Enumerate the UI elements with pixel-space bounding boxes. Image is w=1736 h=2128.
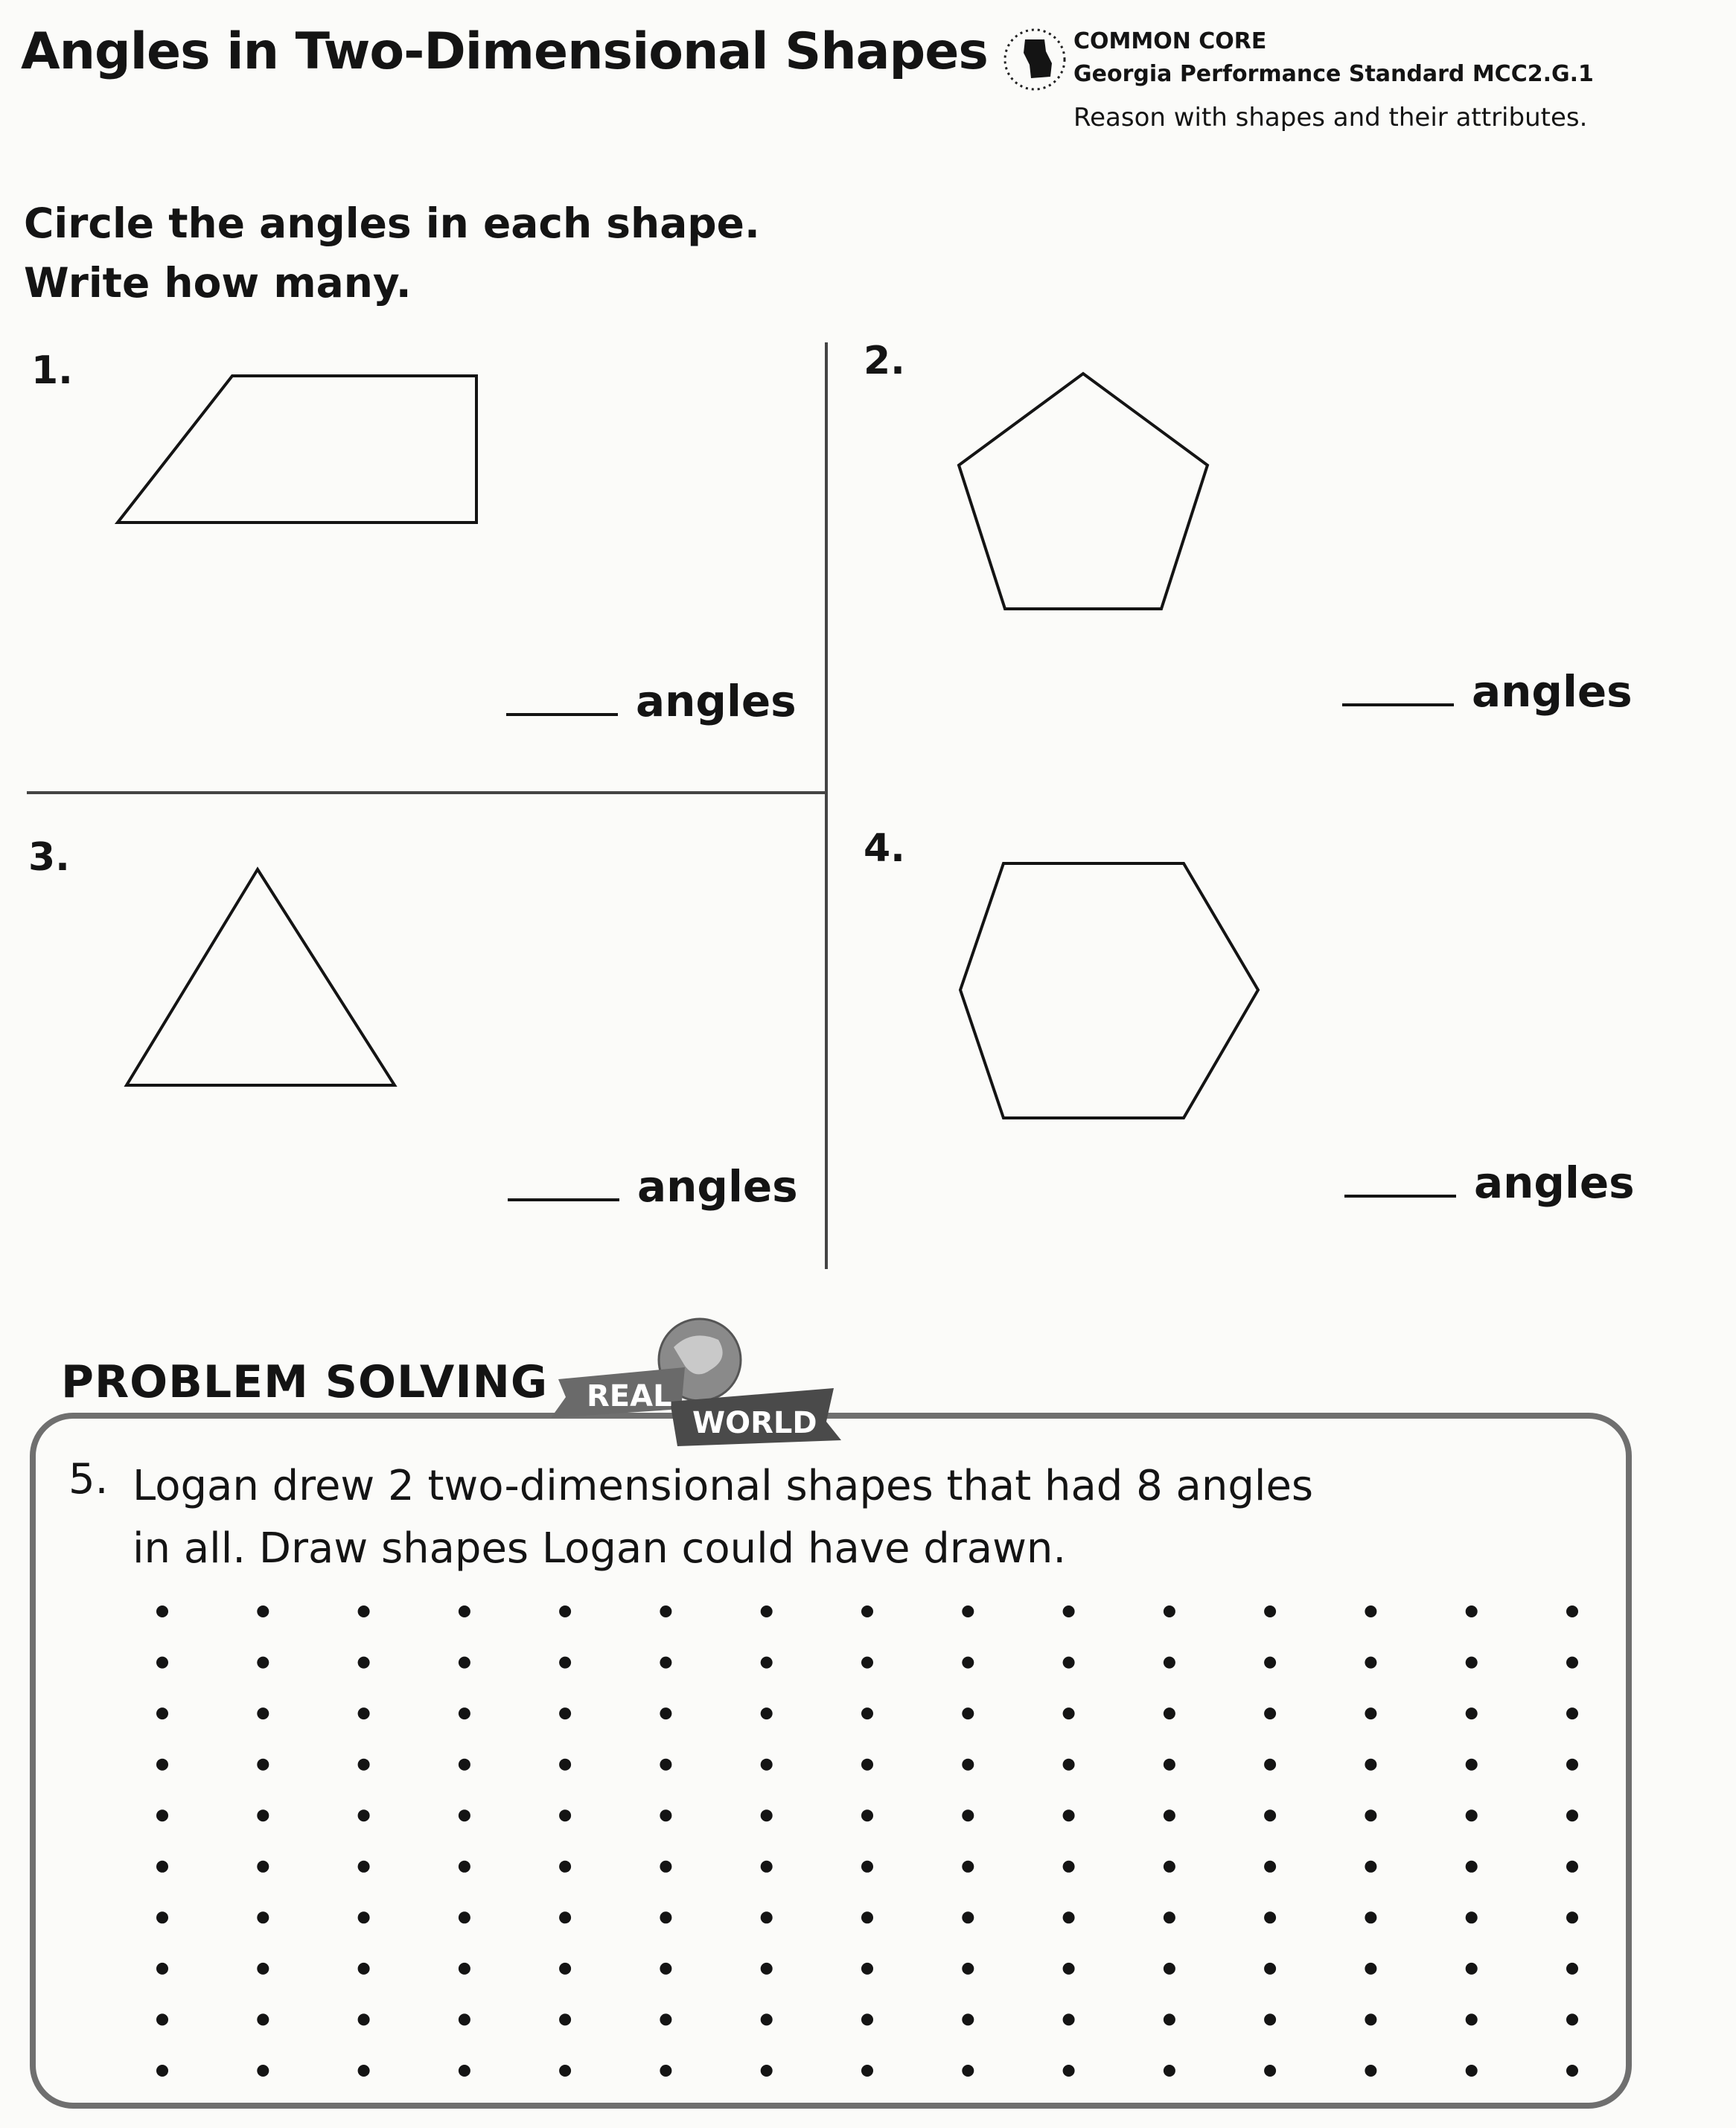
grid-dot[interactable] <box>1466 1809 1478 1821</box>
problem-solving-title: PROBLEM SOLVING <box>61 1356 549 1408</box>
problem-1-number: 1. <box>31 348 73 393</box>
grid-dot[interactable] <box>156 2013 168 2025</box>
grid-dot[interactable] <box>1566 1707 1578 1719</box>
standard-code: Georgia Performance Standard MCC2.G.1 <box>1073 61 1594 87</box>
grid-dot[interactable] <box>156 1911 168 1923</box>
grid-dot[interactable] <box>1365 1605 1376 1617</box>
grid-dot[interactable] <box>660 1657 671 1669</box>
page-title: Angles in Two-Dimensional Shapes <box>21 22 988 81</box>
grid-dot[interactable] <box>1264 2013 1276 2025</box>
grid-dot[interactable] <box>156 2065 168 2077</box>
grid-dot[interactable] <box>660 1809 671 1821</box>
grid-dot[interactable] <box>1063 2013 1075 2025</box>
grid-dot[interactable] <box>1466 1963 1478 1975</box>
grid-dot[interactable] <box>358 1657 370 1669</box>
grid-dot[interactable] <box>459 1657 470 1669</box>
grid-dot[interactable] <box>1566 1861 1578 1873</box>
grid-dot[interactable] <box>358 1759 370 1771</box>
grid-dot[interactable] <box>257 2013 269 2025</box>
grid-dot[interactable] <box>257 1911 269 1923</box>
grid-dot[interactable] <box>257 2065 269 2077</box>
grid-dot[interactable] <box>1466 1759 1478 1771</box>
grid-dot[interactable] <box>1164 2013 1175 2025</box>
grid-dot[interactable] <box>861 1707 873 1719</box>
grid-dot[interactable] <box>559 1911 571 1923</box>
grid-dot[interactable] <box>761 1809 773 1821</box>
grid-dot[interactable] <box>358 1861 370 1873</box>
grid-dot[interactable] <box>559 2013 571 2025</box>
grid-dot[interactable] <box>358 1963 370 1975</box>
problem-2-answer-label: angles <box>1472 666 1633 717</box>
grid-dot[interactable] <box>1164 1963 1175 1975</box>
grid-dot[interactable] <box>1466 2013 1478 2025</box>
grid-dot[interactable] <box>660 1707 671 1719</box>
grid-dot[interactable] <box>559 1707 571 1719</box>
grid-dot[interactable] <box>1264 1963 1276 1975</box>
common-core-label: COMMON CORE <box>1073 28 1267 54</box>
grid-dot[interactable] <box>761 1861 773 1873</box>
grid-dot[interactable] <box>861 1809 873 1821</box>
grid-dot[interactable] <box>358 1809 370 1821</box>
grid-dot[interactable] <box>761 1963 773 1975</box>
grid-dot[interactable] <box>257 1605 269 1617</box>
grid-dot[interactable] <box>660 1759 671 1771</box>
grid-dot[interactable] <box>156 1707 168 1719</box>
grid-dot[interactable] <box>358 2013 370 2025</box>
grid-dot[interactable] <box>1466 1605 1478 1617</box>
grid-dot[interactable] <box>1264 1911 1276 1923</box>
grid-dot[interactable] <box>257 1963 269 1975</box>
problem-3-number: 3. <box>28 835 70 880</box>
grid-dot[interactable] <box>962 1861 974 1873</box>
grid-dot[interactable] <box>962 2065 974 2077</box>
grid-dot[interactable] <box>459 1809 470 1821</box>
grid-dot[interactable] <box>962 1605 974 1617</box>
grid-dot[interactable] <box>1063 2065 1075 2077</box>
grid-dot[interactable] <box>1466 1657 1478 1669</box>
instruction-line-2: Write how many. <box>24 259 412 307</box>
grid-dot[interactable] <box>861 2013 873 2025</box>
grid-dot[interactable] <box>156 1759 168 1771</box>
grid-dot[interactable] <box>861 1911 873 1923</box>
grid-dot[interactable] <box>1566 1963 1578 1975</box>
grid-dot[interactable] <box>1264 1809 1276 1821</box>
grid-dot[interactable] <box>962 1657 974 1669</box>
grid-dot[interactable] <box>156 1809 168 1821</box>
grid-dot[interactable] <box>861 1759 873 1771</box>
grid-dot[interactable] <box>1365 1861 1376 1873</box>
grid-dot[interactable] <box>358 1707 370 1719</box>
badge-real-text: REAL <box>587 1379 672 1413</box>
instruction-line-1: Circle the angles in each shape. <box>24 199 760 247</box>
grid-dot[interactable] <box>459 2013 470 2025</box>
grid-dot[interactable] <box>962 2013 974 2025</box>
grid-dot[interactable] <box>761 1707 773 1719</box>
grid-dot[interactable] <box>1566 2013 1578 2025</box>
grid-dot[interactable] <box>660 2065 671 2077</box>
grid-dot[interactable] <box>156 1657 168 1669</box>
grid-dot[interactable] <box>962 1707 974 1719</box>
grid-dot[interactable] <box>861 1861 873 1873</box>
grid-dot[interactable] <box>1365 2013 1376 2025</box>
standard-description: Reason with shapes and their attributes. <box>1073 103 1588 132</box>
grid-dot[interactable] <box>761 1911 773 1923</box>
grid-dot[interactable] <box>761 1657 773 1669</box>
problem-5-number: 5. <box>68 1455 109 1504</box>
grid-dot[interactable] <box>1264 1759 1276 1771</box>
grid-dot[interactable] <box>156 1963 168 1975</box>
grid-dot[interactable] <box>1365 1963 1376 1975</box>
grid-dot[interactable] <box>1164 1707 1175 1719</box>
grid-dot[interactable] <box>459 2065 470 2077</box>
grid-dot[interactable] <box>559 1657 571 1669</box>
grid-dot[interactable] <box>1365 1809 1376 1821</box>
grid-dot[interactable] <box>459 1963 470 1975</box>
grid-dot[interactable] <box>962 1911 974 1923</box>
grid-dot[interactable] <box>1466 1911 1478 1923</box>
grid-dot[interactable] <box>358 2065 370 2077</box>
grid-dot[interactable] <box>257 1861 269 1873</box>
problem-4-answer-label: angles <box>1474 1157 1635 1208</box>
grid-dot[interactable] <box>861 1963 873 1975</box>
grid-dot[interactable] <box>1264 1861 1276 1873</box>
grid-dot[interactable] <box>1566 1759 1578 1771</box>
grid-dot[interactable] <box>1264 2065 1276 2077</box>
grid-dot[interactable] <box>761 1759 773 1771</box>
grid-dot[interactable] <box>559 2065 571 2077</box>
grid-dot[interactable] <box>1365 1759 1376 1771</box>
problem-3-answer-label: angles <box>637 1161 798 1212</box>
grid-dot[interactable] <box>660 1605 671 1617</box>
grid-dot[interactable] <box>257 1759 269 1771</box>
grid-dot[interactable] <box>1063 1707 1075 1719</box>
grid-dot[interactable] <box>1365 2065 1376 2077</box>
grid-dot[interactable] <box>861 1605 873 1617</box>
grid-dot[interactable] <box>660 1911 671 1923</box>
grid-dot[interactable] <box>1063 1963 1075 1975</box>
grid-dot[interactable] <box>1264 1605 1276 1617</box>
grid-dot[interactable] <box>1264 1707 1276 1719</box>
grid-dot[interactable] <box>1264 1657 1276 1669</box>
grid-dot[interactable] <box>861 2065 873 2077</box>
grid-dot[interactable] <box>660 1861 671 1873</box>
grid-dot[interactable] <box>1164 1861 1175 1873</box>
grid-dot[interactable] <box>1466 2065 1478 2077</box>
grid-dot[interactable] <box>1063 1759 1075 1771</box>
grid-dot[interactable] <box>559 1759 571 1771</box>
grid-dot[interactable] <box>1063 1605 1075 1617</box>
grid-dot[interactable] <box>1063 1911 1075 1923</box>
problem-1-answer-label: angles <box>636 676 797 726</box>
grid-dot[interactable] <box>1164 1605 1175 1617</box>
grid-dot[interactable] <box>1566 1605 1578 1617</box>
grid-dot[interactable] <box>1063 1657 1075 1669</box>
grid-dot[interactable] <box>257 1657 269 1669</box>
grid-dot[interactable] <box>1365 1657 1376 1669</box>
grid-dot[interactable] <box>660 2013 671 2025</box>
grid-dot[interactable] <box>358 1911 370 1923</box>
grid-dot[interactable] <box>459 1911 470 1923</box>
grid-dot[interactable] <box>962 1759 974 1771</box>
grid-dot[interactable] <box>156 1605 168 1617</box>
grid-dot[interactable] <box>1566 1657 1578 1669</box>
problem-4-number: 4. <box>864 826 905 871</box>
grid-dot[interactable] <box>559 1861 571 1873</box>
grid-dot[interactable] <box>459 1605 470 1617</box>
grid-dot[interactable] <box>761 2013 773 2025</box>
grid-dot[interactable] <box>761 2065 773 2077</box>
grid-dot[interactable] <box>257 1809 269 1821</box>
grid-dot[interactable] <box>1164 1809 1175 1821</box>
badge-world-text: WORLD <box>692 1406 817 1440</box>
grid-dot[interactable] <box>559 1605 571 1617</box>
grid-dot[interactable] <box>1164 1911 1175 1923</box>
grid-dot[interactable] <box>1566 2065 1578 2077</box>
grid-dot[interactable] <box>1063 1809 1075 1821</box>
grid-dot[interactable] <box>459 1707 470 1719</box>
grid-dot[interactable] <box>559 1963 571 1975</box>
grid-dot[interactable] <box>962 1963 974 1975</box>
grid-dot[interactable] <box>1466 1861 1478 1873</box>
grid-dot[interactable] <box>257 1707 269 1719</box>
grid-dot[interactable] <box>459 1861 470 1873</box>
grid-dot[interactable] <box>1365 1707 1376 1719</box>
grid-dot[interactable] <box>1164 1657 1175 1669</box>
grid-dot[interactable] <box>1365 1911 1376 1923</box>
grid-dot[interactable] <box>358 1605 370 1617</box>
grid-dot[interactable] <box>156 1861 168 1873</box>
grid-dot[interactable] <box>861 1657 873 1669</box>
grid-dot[interactable] <box>1566 1911 1578 1923</box>
grid-dot[interactable] <box>1164 1759 1175 1771</box>
grid-dot[interactable] <box>1063 1861 1075 1873</box>
grid-dot[interactable] <box>559 1809 571 1821</box>
grid-dot[interactable] <box>962 1809 974 1821</box>
problem-5-text: Logan drew 2 two-dimensional shapes that had 8 angles in all. Draw shapes Logan could have drawn. <box>133 1462 1314 1573</box>
grid-dot[interactable] <box>761 1605 773 1617</box>
grid-dot[interactable] <box>1164 2065 1175 2077</box>
problem-2-number: 2. <box>864 339 905 383</box>
grid-dot[interactable] <box>1566 1809 1578 1821</box>
grid-dot[interactable] <box>459 1759 470 1771</box>
grid-dot[interactable] <box>1466 1707 1478 1719</box>
grid-dot[interactable] <box>660 1963 671 1975</box>
